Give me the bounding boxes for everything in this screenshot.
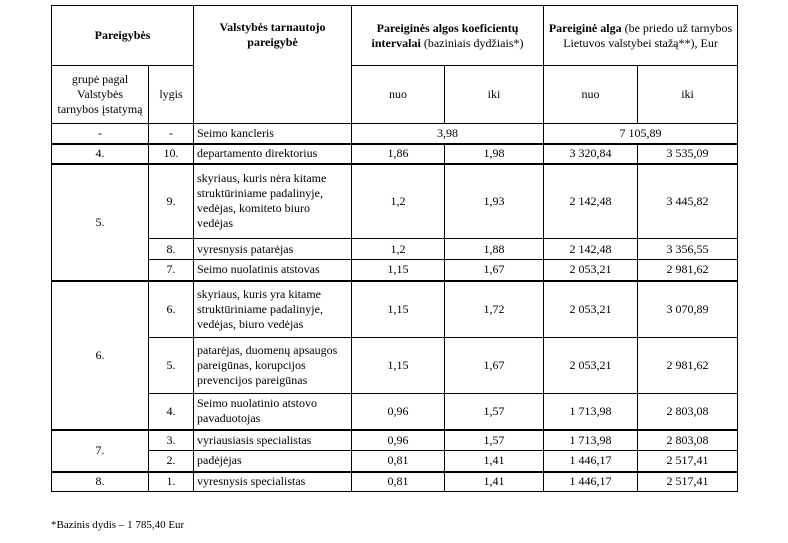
cell-pareigybe: skyriaus, kuris nėra kitame struktūriniame padalinyje, vedėjas, komiteto biuro vedėjas <box>194 164 352 239</box>
footnote: *Bazinis dydis – 1 785,40 Eur <box>51 519 185 531</box>
table-row <box>52 338 738 394</box>
cell-lygis: 9. <box>149 164 194 239</box>
table-row <box>52 281 738 338</box>
table-row <box>52 164 738 239</box>
cell-koef-nuo: 0,96 <box>352 430 445 451</box>
cell-lygis: 4. <box>149 394 194 430</box>
cell-pareigybe: Seimo kancleris <box>194 124 352 144</box>
header-koef-nuo: nuo <box>352 66 445 124</box>
cell-lygis: 10. <box>149 144 194 164</box>
salary-table <box>51 5 738 492</box>
cell-pareigybe: vyresnysis specialistas <box>194 472 352 492</box>
header-alga-nuo: nuo <box>544 66 638 124</box>
cell-koef-nuo: 0,81 <box>352 472 445 492</box>
cell-alga-nuo: 1 713,98 <box>544 394 638 430</box>
cell-koef-iki: 1,67 <box>445 338 544 394</box>
header-valstybes: Valstybės tarnautojo pareigybė <box>194 6 352 124</box>
cell-koef-iki: 1,41 <box>445 472 544 492</box>
header-grupe: grupė pagal Valstybės tarnybos įstatymą <box>52 66 149 124</box>
cell-lygis: 8. <box>149 239 194 260</box>
cell-pareigybe: vyresnysis patarėjas <box>194 239 352 260</box>
cell-alga-iki: 2 981,62 <box>638 338 738 394</box>
cell-pareigybe: skyriaus, kuris yra kitame struktūriniame padalinyje, vedėjas, biuro vedėjas <box>194 281 352 338</box>
cell-lygis: 2. <box>149 451 194 472</box>
cell-pareigybe: patarėjas, duomenų apsaugos pareigūnas, korupcijos prevencijos pareigūnas <box>194 338 352 394</box>
cell-koef-nuo: 1,15 <box>352 260 445 281</box>
table-row <box>52 472 738 492</box>
cell-lygis: 1. <box>149 472 194 492</box>
cell-grupe: 8. <box>52 472 149 492</box>
table-row <box>52 451 738 472</box>
cell-koef-nuo: 1,15 <box>352 281 445 338</box>
cell-lygis: - <box>149 124 194 144</box>
cell-lygis: 3. <box>149 430 194 451</box>
cell-alga-iki: 3 445,82 <box>638 164 738 239</box>
cell-koef-iki: 1,72 <box>445 281 544 338</box>
cell-koef-iki: 1,57 <box>445 394 544 430</box>
cell-alga-iki: 2 517,41 <box>638 451 738 472</box>
cell-alga-nuo: 3 320,84 <box>544 144 638 164</box>
header-row-1 <box>52 6 738 66</box>
cell-alga-nuo: 2 053,21 <box>544 260 638 281</box>
cell-pareigybe: vyriausiasis specialistas <box>194 430 352 451</box>
header-alga <box>544 6 738 66</box>
cell-koef-iki: 1,57 <box>445 430 544 451</box>
cell-grupe: 7. <box>52 430 149 472</box>
cell-alga-nuo: 1 713,98 <box>544 430 638 451</box>
table-row <box>52 394 738 430</box>
cell-koef-nuo: 1,15 <box>352 338 445 394</box>
cell-pareigybe: padėjėjas <box>194 451 352 472</box>
header-alga-iki: iki <box>638 66 738 124</box>
cell-alga-iki: 2 803,08 <box>638 430 738 451</box>
header-pareigybes: Pareigybės <box>52 6 194 66</box>
cell-alga-nuo: 2 053,21 <box>544 281 638 338</box>
cell-koef-nuo: 0,81 <box>352 451 445 472</box>
header-koef-bold: Pareiginės algos koeficientų intervalai <box>371 20 519 50</box>
cell-grupe: 6. <box>52 281 149 430</box>
cell-pareigybe: Seimo nuolatinis atstovas <box>194 260 352 281</box>
cell-alga-iki: 2 803,08 <box>638 394 738 430</box>
cell-alga-nuo: 2 142,48 <box>544 239 638 260</box>
cell-grupe: 4. <box>52 144 149 164</box>
header-alga-bold: Pareiginė alga <box>548 20 622 35</box>
cell-koef-iki: 1,41 <box>445 451 544 472</box>
cell-alga-nuo: 2 053,21 <box>544 338 638 394</box>
cell-alga-iki: 2 981,62 <box>638 260 738 281</box>
cell-pareigybe: Seimo nuolatinio atstovo pavaduotojas <box>194 394 352 430</box>
cell-koef-nuo: 1,2 <box>352 239 445 260</box>
cell-koef-nuo: 1,86 <box>352 144 445 164</box>
cell-koef: 3,98 <box>352 124 544 144</box>
cell-pareigybe: departamento direktorius <box>194 144 352 164</box>
cell-grupe: - <box>52 124 149 144</box>
table-row <box>52 144 738 164</box>
cell-koef-iki: 1,67 <box>445 260 544 281</box>
header-row-2 <box>52 66 738 124</box>
cell-lygis: 5. <box>149 338 194 394</box>
header-koef-rest: (baziniais dydžiais*) <box>420 35 524 50</box>
header-koef-iki: iki <box>445 66 544 124</box>
cell-koef-iki: 1,93 <box>445 164 544 239</box>
cell-alga-iki: 3 535,09 <box>638 144 738 164</box>
header-koef <box>352 6 544 66</box>
cell-lygis: 6. <box>149 281 194 338</box>
header-lygis: lygis <box>149 66 194 124</box>
cell-alga-nuo: 1 446,17 <box>544 472 638 492</box>
cell-alga-iki: 3 070,89 <box>638 281 738 338</box>
cell-alga-nuo: 1 446,17 <box>544 451 638 472</box>
cell-alga-iki: 3 356,55 <box>638 239 738 260</box>
cell-koef-nuo: 1,2 <box>352 164 445 239</box>
cell-lygis: 7. <box>149 260 194 281</box>
cell-koef-iki: 1,98 <box>445 144 544 164</box>
cell-koef-iki: 1,88 <box>445 239 544 260</box>
cell-koef-nuo: 0,96 <box>352 394 445 430</box>
table-row <box>52 124 738 144</box>
table-row <box>52 260 738 281</box>
cell-alga-iki: 2 517,41 <box>638 472 738 492</box>
cell-grupe: 5. <box>52 164 149 281</box>
table-row <box>52 239 738 260</box>
cell-alga-nuo: 2 142,48 <box>544 164 638 239</box>
table-row <box>52 430 738 451</box>
header-alga-rest: (be priedo už tarnybos Lietuvos valstybei stažą**), Eur <box>563 20 733 50</box>
cell-alga: 7 105,89 <box>544 124 738 144</box>
